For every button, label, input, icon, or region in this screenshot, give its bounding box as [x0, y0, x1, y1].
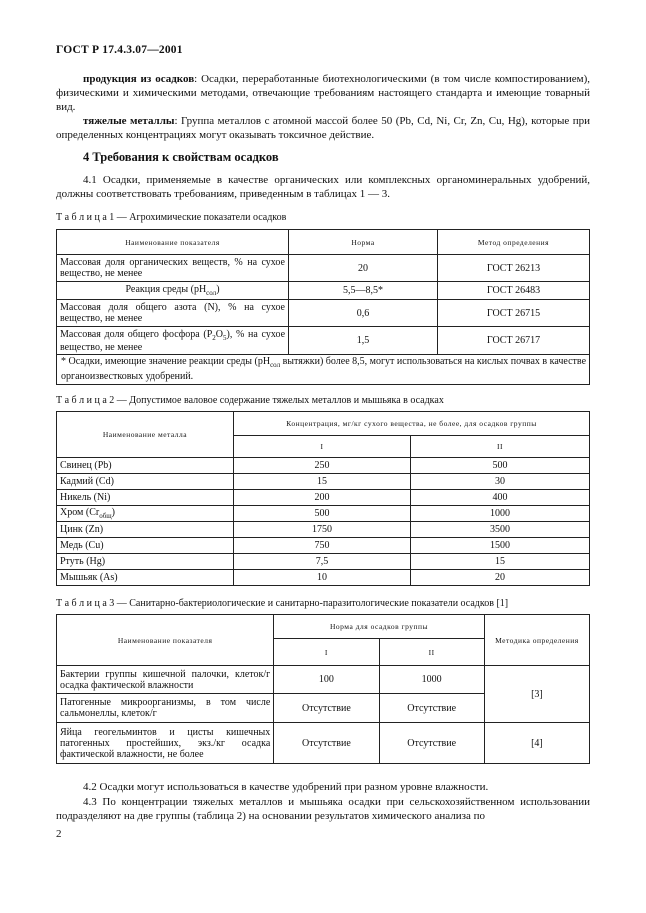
definition-text: : Осадки, переработанные биотехнологическими (в том числе компостированием), физическими и химическими методами, отвечающие требованиям настоящего стандарта и имеющие товарный вид. — [56, 73, 590, 113]
table1-cell-method: ГОСТ 26715 — [438, 300, 590, 327]
table2-cr-tail: ) — [111, 507, 115, 518]
table2-cell-g1: 10 — [234, 570, 411, 586]
table3-cell-g1: Отсутствие — [274, 723, 379, 764]
paragraph-4-2: 4.2 Осадки могут использоваться в качестве удобрений при разном уровне влажности. — [83, 781, 489, 793]
table2-cell-g2: 1000 — [411, 506, 590, 522]
table2-cell-g2: 1500 — [411, 538, 590, 554]
table1-cell-method: ГОСТ 26717 — [438, 327, 590, 355]
table2-cell-metal: Кадмий (Cd) — [57, 474, 234, 490]
table2-cell-g1: 250 — [234, 458, 411, 474]
table2-cell-g2: 15 — [411, 554, 590, 570]
table2-cell-metal: Ртуть (Hg) — [57, 554, 234, 570]
table3-caption: Т а б л и ц а 3 — Санитарно-бактериологические и санитарно-паразитологические показатели осадков [1] — [56, 598, 509, 609]
table3-header-name: Наименование показателя — [57, 615, 274, 666]
table2-cell-g1: 200 — [234, 490, 411, 506]
table1-p-label: Массовая доля общего фосфора (P — [60, 328, 213, 340]
table2-cell-g2: 30 — [411, 474, 590, 490]
table1-footnote-a: * Осадки, имеющие значение реакции среды (pH — [61, 356, 271, 367]
table1-cell-name — [57, 282, 289, 300]
table1-footnote — [57, 355, 590, 385]
table1-p-sub: 5 — [223, 333, 227, 342]
table3-cell-name: Патогенные микроорганизмы, в том числе сальмонеллы, клеток/г — [57, 694, 274, 723]
table2-cell-g1: 1750 — [234, 522, 411, 538]
table1-cell-name: Массовая доля общего азота (N), % на сухое вещество, не менее — [57, 300, 289, 327]
table3-header-group: Норма для осадков группы — [274, 615, 485, 639]
table2-cell-g1: 15 — [234, 474, 411, 490]
table2-cell-metal: Мышьяк (As) — [57, 570, 234, 586]
table1-cell-norm: 5,5—8,5* — [289, 282, 438, 300]
definition-term: тяжелые металлы — [83, 115, 175, 127]
table2-cell-g1: 7,5 — [234, 554, 411, 570]
table3-cell-g2: Отсутствие — [379, 694, 484, 723]
definition-heavy-metals — [56, 114, 590, 142]
table2-cell-g2: 3500 — [411, 522, 590, 538]
table2-cell-metal: Свинец (Pb) — [57, 458, 234, 474]
table3-cell-g2: Отсутствие — [379, 723, 484, 764]
table3-cell-name: Бактерии группы кишечной палочки, клеток/г осадка фактической влажности — [57, 666, 274, 694]
table2-header-group-1: I — [234, 436, 411, 458]
table1-cell-method: ГОСТ 26483 — [438, 282, 590, 300]
table3-cell-name: Яйца геогельминтов и цисты кишечных патогенных простейших, экз./кг осадка фактической влажности, не более — [57, 723, 274, 764]
table3-header-group-2: II — [379, 639, 484, 666]
table1-ph-sub: сол — [206, 289, 217, 297]
table1-cell-norm: 0,6 — [289, 300, 438, 327]
paragraph-4-1: 4.1 Осадки, применяемые в качестве органических или комплексных органоминеральных удобрений, должны соответствовать требованиям, приведенным в таблицах 1 — 3. — [56, 174, 590, 200]
page-number: 2 — [56, 828, 62, 840]
table2-cell-g1: 500 — [234, 506, 411, 522]
table1-cell-norm: 20 — [289, 255, 438, 282]
table1 — [56, 229, 590, 385]
table1-ph-tail: ) — [216, 284, 220, 295]
table2-cell-g1: 750 — [234, 538, 411, 554]
table2-cell-metal — [57, 506, 234, 522]
table1-ph-label: Реакция среды (pH — [125, 284, 207, 295]
table3-cell-g1: 100 — [274, 666, 379, 694]
table3-header-method: Методика определения — [484, 615, 589, 666]
table3 — [56, 614, 590, 764]
table2-cell-g2: 20 — [411, 570, 590, 586]
table2-cell-g2: 500 — [411, 458, 590, 474]
table2-cell-metal: Никель (Ni) — [57, 490, 234, 506]
table1-p-tail: ), % на сухое вещество, не менее — [60, 328, 286, 353]
table2-header-group: Концентрация, мг/кг сухого вещества, не более, для осадков группы — [234, 412, 590, 436]
table2-caption: Т а б л и ц а 2 — Допустимое валовое содержание тяжелых металлов и мышьяка в осадках — [56, 395, 444, 406]
table2-header-group-2: II — [411, 436, 590, 458]
definition-term: продукция из осадков — [83, 73, 195, 85]
table1-cell-name: Массовая доля органических веществ, % на сухое вещество, не менее — [57, 255, 289, 282]
table1-cell-norm: 1,5 — [289, 327, 438, 355]
table3-cell-g2: 1000 — [379, 666, 484, 694]
table1-p-mid: O — [215, 328, 224, 340]
table1-header-name: Наименование показателя — [57, 230, 289, 255]
table1-p-sub: 2 — [212, 333, 216, 342]
table1-header-method: Метод определения — [438, 230, 590, 255]
table3-header-group-1: I — [274, 639, 379, 666]
table2-cr-sub: общ — [99, 512, 112, 520]
table1-cell-method: ГОСТ 26213 — [438, 255, 590, 282]
document-header: ГОСТ Р 17.4.3.07—2001 — [56, 44, 183, 56]
definition-text: : Группа металлов с атомной массой более 50 (Pb, Cd, Ni, Cr, Zn, Cu, Hg), которые при определенных концентрациях могут оказывать токсичное действие. — [56, 115, 590, 141]
table1-footnote-b: вытяжки) более 8,5, могут использоваться на кислых почвах в качестве органоизвестковых удобрений. — [61, 356, 587, 382]
table1-header-norm: Норма — [289, 230, 438, 255]
table2-cell-metal: Медь (Cu) — [57, 538, 234, 554]
table2-cell-g2: 400 — [411, 490, 590, 506]
table1-caption: Т а б л и ц а 1 — Агрохимические показатели осадков — [56, 212, 287, 223]
definition-products — [56, 72, 590, 114]
table2-cr-label: Хром (Cr — [60, 507, 100, 518]
table2-header-name: Наименование металла — [57, 412, 234, 458]
table3-cell-g1: Отсутствие — [274, 694, 379, 723]
section-title: 4 Требования к свойствам осадков — [83, 150, 279, 164]
table2 — [56, 411, 590, 586]
table2-cell-metal: Цинк (Zn) — [57, 522, 234, 538]
table3-cell-method: [3] — [484, 666, 589, 723]
table1-cell-name — [57, 327, 289, 355]
table1-footnote-sub: сол — [270, 361, 281, 369]
table3-cell-method: [4] — [484, 723, 589, 764]
paragraph-4-3: 4.3 По концентрации тяжелых металлов и мышьяка осадки при сельскохозяйственном использовании подразделяют на две группы (таблица 2) на основании результатов химического анализа по — [56, 796, 590, 822]
